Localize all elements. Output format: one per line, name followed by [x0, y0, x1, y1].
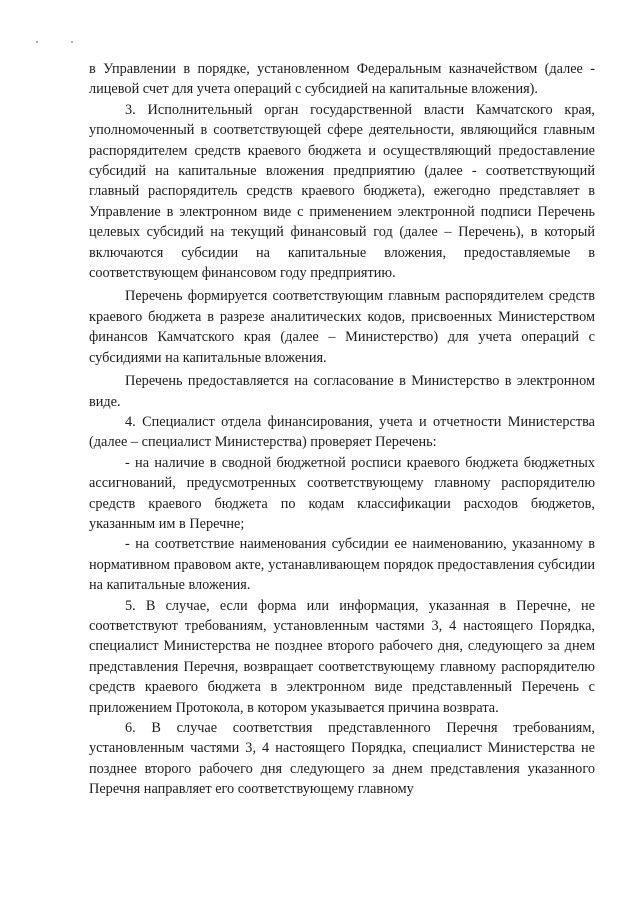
paragraph-continuation: в Управлении в порядке, установленном Федеральным казначейством (далее - лицевой счет для учета операций с субсидией на капитальные вложения).	[89, 61, 595, 98]
paragraph-perechen-approval: Перечень предоставляется на согласование в Министерство в электронном виде.	[89, 373, 595, 410]
paragraph-check-1: - на наличие в сводной бюджетной росписи краевого бюджета бюджетных ассигнований, предусмотренных соответствующему главному распорядителю средств краевого бюджета по кодам классификации расходов бюджетов, указанным им в Перечне;	[89, 454, 595, 532]
paragraph-item-3: 3. Исполнительный орган государственной власти Камчатского края, уполномоченный в соответствующей сфере деятельности, являющийся главным распорядителем средств краевого бюджета и осуществляющий предоставление субсидий на капитальные вложения предприятию (далее - соответствующий главный распорядитель средств краевого бюджета), ежегодно представляет в Управление в электронном виде с применением электронной подписи Перечень целевых субсидий на текущий финансовый год (далее – Перечень), в который включаются субсидии на капитальные вложения, предоставляемые в соответствующем финансовом году предприятию.	[89, 101, 595, 282]
scan-artifact	[71, 41, 73, 43]
paragraph-item-6: 6. В случае соответствия представленного Перечня требованиям, установленным частями 3, 4 настоящего Порядка, специалист Министерства не позднее второго рабочего дня следующего за днем представления указанного Перечня направляет его соответствующему главному	[89, 720, 595, 798]
paragraph-check-2: - на соответствие наименования субсидии ее наименованию, указанному в нормативном правовом акте, устанавливающем порядок предоставления субсидии на капитальные вложения.	[89, 536, 595, 594]
paragraph-perechen-formation: Перечень формируется соответствующим главным распорядителем средств краевого бюджета в разрезе аналитических кодов, присвоенных Министерством финансов Камчатского края (далее – Министерство) для учета операций с субсидиями на капитальные вложения.	[89, 288, 595, 366]
paragraph-item-5: 5. В случае, если форма или информация, указанная в Перечне, не соответствуют требованиям, установленным частями 3, 4 настоящего Порядка, специалист Министерства не позднее второго рабочего дня, следующего за днем представления Перечня, возвращает соответствующему главному распорядителю средств краевого бюджета в электронном виде представленный Перечень с приложением Протокола, в котором указывается причина возврата.	[89, 597, 595, 716]
paragraph-item-4: 4. Специалист отдела финансирования, учета и отчетности Министерства (далее – специалист Министерства) проверяет Перечень:	[89, 413, 595, 451]
scan-artifact	[36, 41, 38, 43]
document-body	[89, 59, 595, 800]
